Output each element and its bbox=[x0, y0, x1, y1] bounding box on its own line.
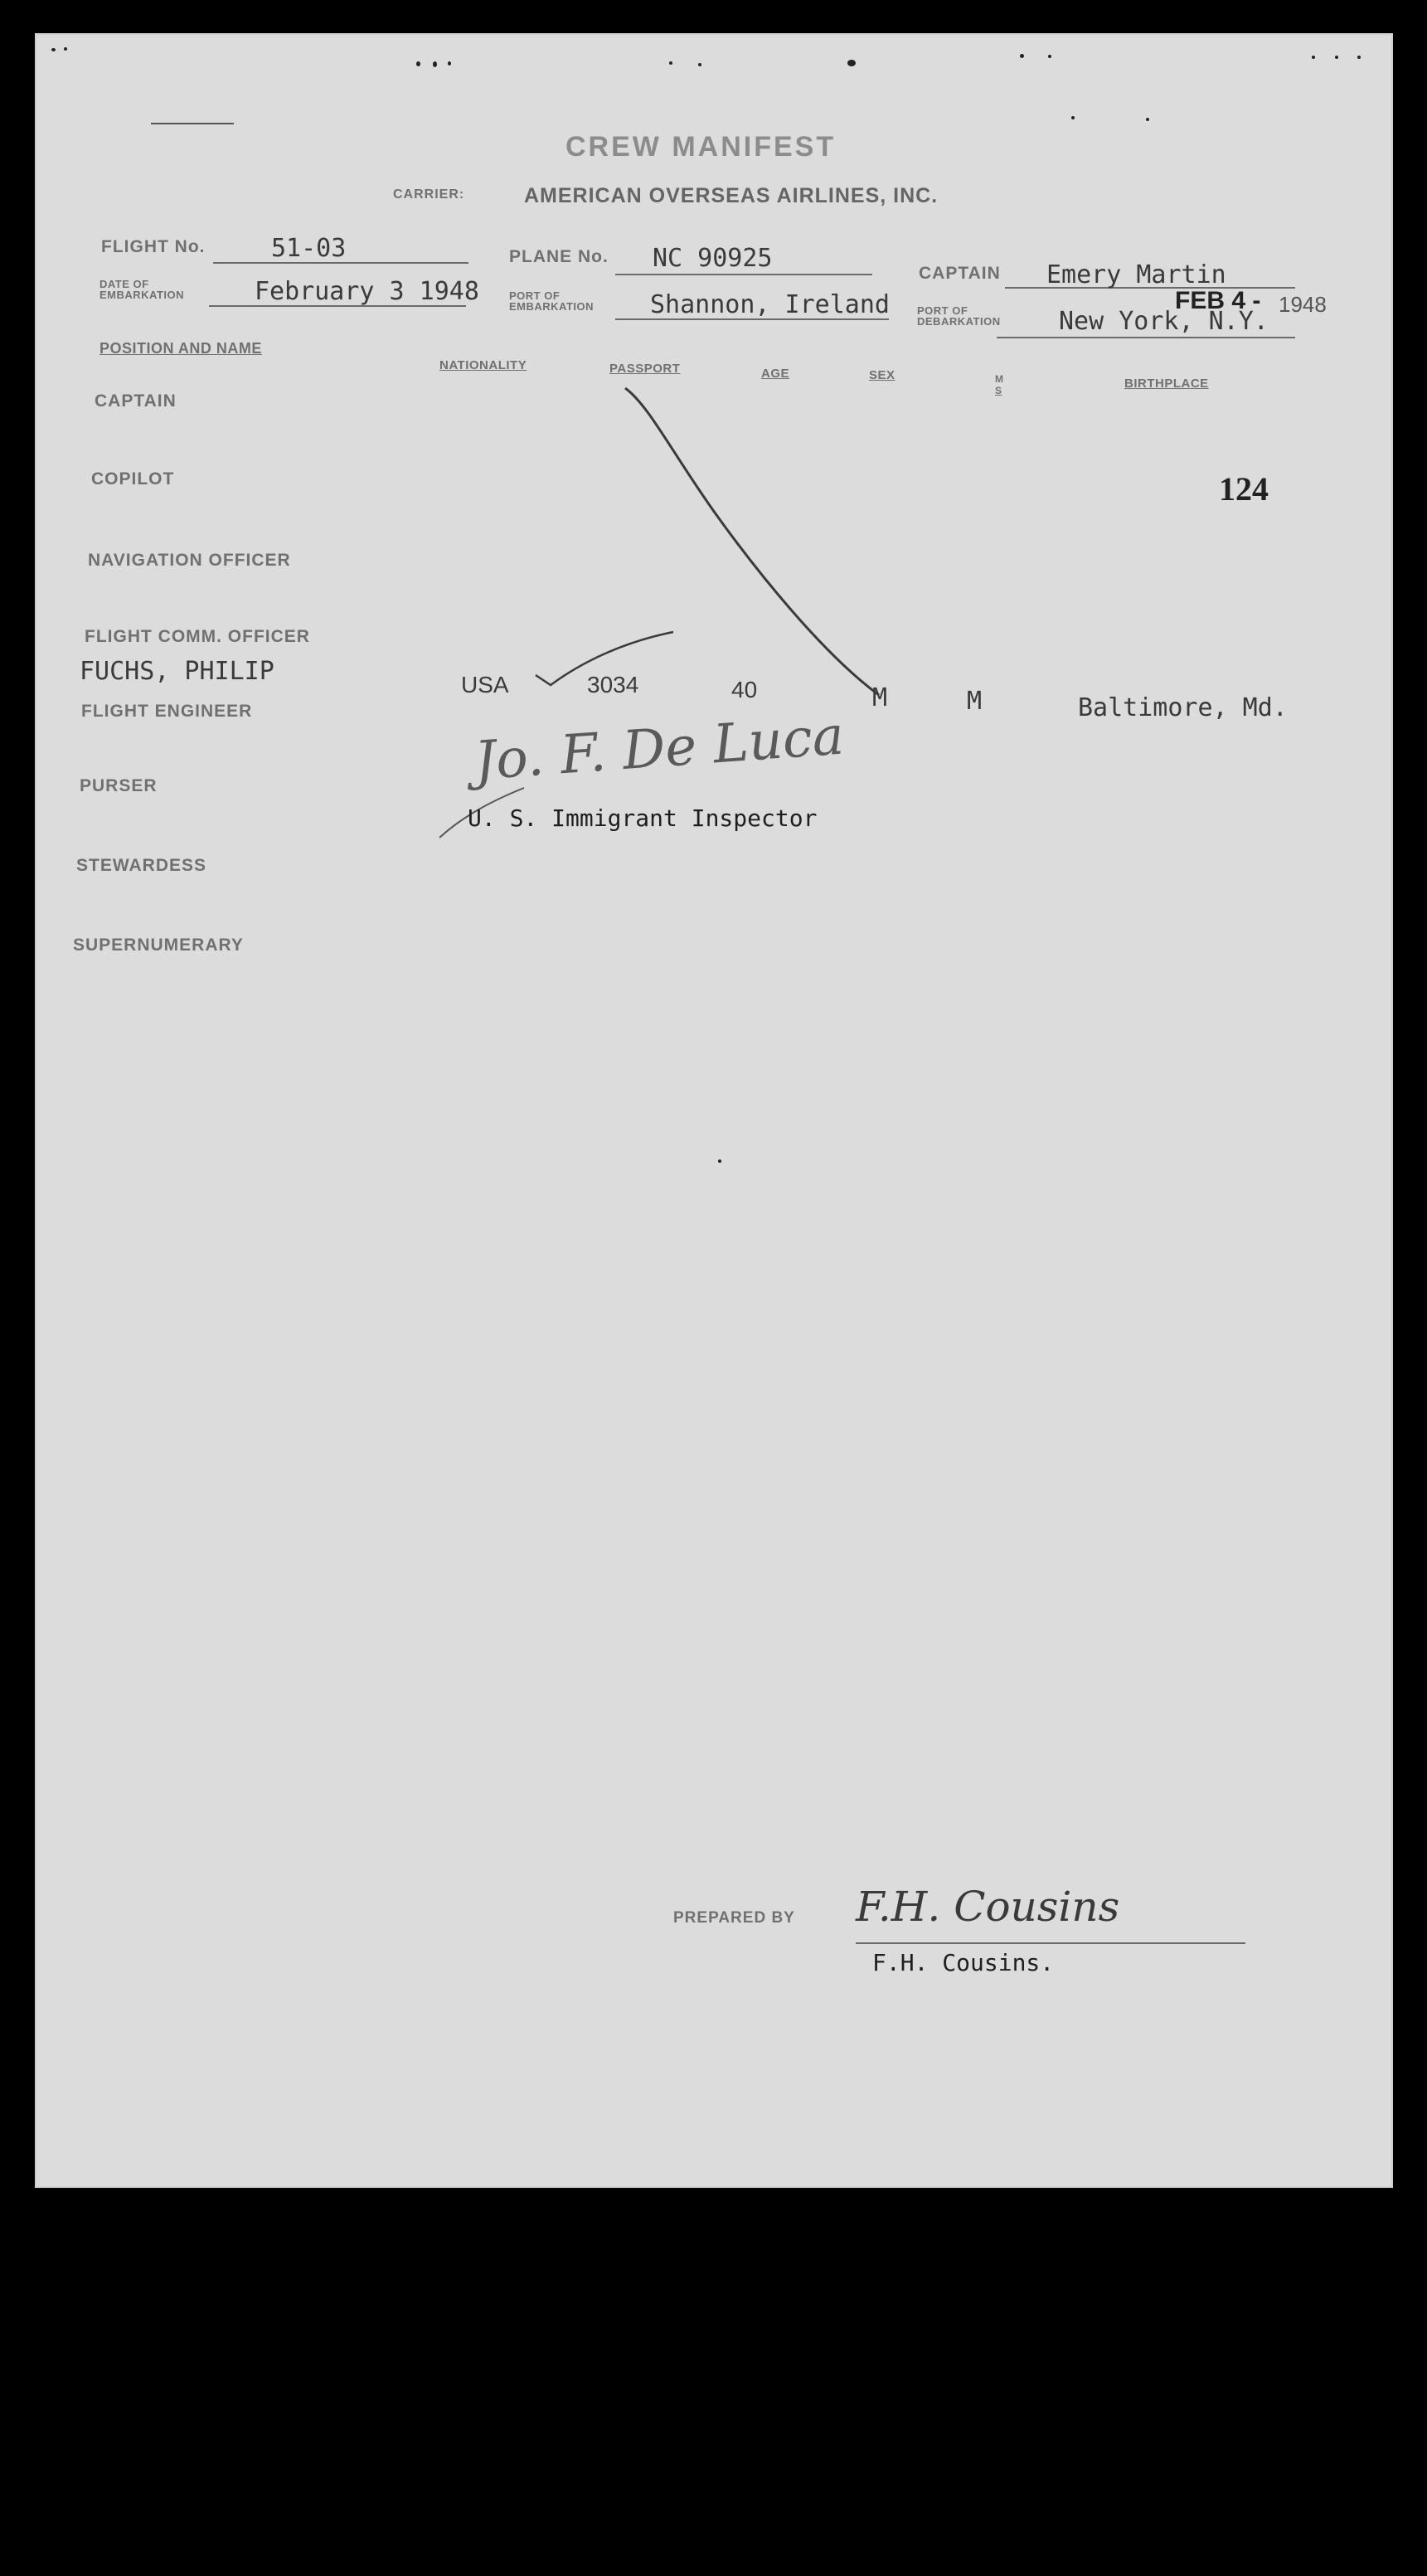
position-flight-comm-officer: FLIGHT COMM. OFFICER bbox=[85, 627, 310, 646]
speck bbox=[51, 48, 56, 51]
position-stewardess: STEWARDESS bbox=[76, 856, 207, 875]
page-number: 124 bbox=[1219, 470, 1269, 508]
plane-no-value: NC 90925 bbox=[653, 244, 773, 273]
speck bbox=[669, 61, 672, 65]
crew-birthplace: Baltimore, Md. bbox=[1078, 693, 1288, 722]
col-position-name: POSITION AND NAME bbox=[100, 340, 262, 357]
speck bbox=[1312, 56, 1315, 59]
port-deb-label-line2: DEBARKATION bbox=[917, 315, 1001, 328]
prepared-by-rule bbox=[856, 1942, 1245, 1944]
inspector-signature: Jo. F. De Luca bbox=[472, 705, 847, 793]
crew-nationality: USA bbox=[461, 672, 509, 697]
position-supernumerary: SUPERNUMERARY bbox=[73, 936, 244, 955]
speck bbox=[1146, 118, 1149, 121]
port-deb-value: New York, N.Y. bbox=[1059, 307, 1269, 336]
port-deb-label-line1: PORT OF bbox=[917, 304, 968, 317]
page-title: CREW MANIFEST bbox=[565, 131, 837, 163]
speck bbox=[1048, 55, 1051, 58]
plane-no-label: PLANE No. bbox=[509, 247, 609, 266]
carrier-value: AMERICAN OVERSEAS AIRLINES, INC. bbox=[524, 184, 939, 207]
speck bbox=[448, 61, 451, 66]
position-flight-engineer: FLIGHT ENGINEER bbox=[81, 702, 253, 721]
port-deb-rule bbox=[997, 337, 1295, 338]
crew-passport: 3034 bbox=[587, 672, 639, 697]
col-age: AGE bbox=[761, 367, 790, 381]
speck bbox=[718, 1159, 721, 1163]
date-label-line2: EMBARKATION bbox=[100, 289, 185, 301]
flight-no-label: FLIGHT No. bbox=[101, 237, 206, 256]
date-label-line1: DATE OF bbox=[100, 278, 149, 290]
col-nationality: NATIONALITY bbox=[439, 358, 527, 372]
crew-marital-status: M bbox=[967, 687, 983, 716]
speck bbox=[698, 63, 701, 66]
speck bbox=[1357, 56, 1361, 59]
speck bbox=[847, 60, 856, 66]
manifest-sheet bbox=[35, 33, 1393, 2188]
flight-no-value: 51-03 bbox=[271, 234, 347, 263]
speck bbox=[433, 61, 437, 67]
col-marital-bottom: S bbox=[995, 385, 1002, 396]
captain-value: Emery Martin bbox=[1046, 260, 1226, 289]
crew-name: FUCHS, PHILIP bbox=[80, 657, 274, 686]
position-purser: PURSER bbox=[80, 776, 158, 795]
captain-label: CAPTAIN bbox=[919, 264, 1001, 283]
col-passport: PASSPORT bbox=[609, 362, 681, 376]
crew-sex: M bbox=[872, 683, 888, 712]
speck bbox=[416, 61, 420, 66]
col-birthplace: BIRTHPLACE bbox=[1124, 377, 1209, 391]
prepared-by-label: PREPARED BY bbox=[673, 1909, 795, 1927]
inspector-title: U. S. Immigrant Inspector bbox=[468, 804, 818, 832]
col-marital-top: M bbox=[995, 373, 1004, 385]
position-navigation-officer: NAVIGATION OFFICER bbox=[88, 551, 291, 570]
port-emb-label-line1: PORT OF bbox=[509, 289, 561, 302]
speck bbox=[1020, 54, 1024, 58]
carrier-label: CARRIER: bbox=[393, 187, 465, 202]
crew-age: 40 bbox=[731, 677, 758, 702]
position-captain: CAPTAIN bbox=[95, 391, 177, 411]
preparer-typed-name: F.H. Cousins. bbox=[872, 1949, 1055, 1976]
speck bbox=[1335, 56, 1338, 59]
preparer-signature: F.H. Cousins bbox=[856, 1883, 1120, 1931]
speck bbox=[1071, 116, 1075, 119]
port-emb-label-line2: EMBARKATION bbox=[509, 300, 595, 313]
date-value: February 3 1948 bbox=[255, 277, 479, 306]
col-sex: SEX bbox=[869, 368, 896, 382]
plane-no-rule bbox=[615, 274, 872, 275]
check-mark bbox=[532, 629, 682, 695]
position-copilot: COPILOT bbox=[91, 469, 175, 488]
date-stamp: FEB 4 - bbox=[1175, 287, 1261, 314]
stray-mark bbox=[151, 123, 234, 128]
port-emb-value: Shannon, Ireland bbox=[650, 290, 890, 319]
speck bbox=[64, 47, 67, 51]
date-stamp-year: 1948 bbox=[1279, 292, 1327, 317]
